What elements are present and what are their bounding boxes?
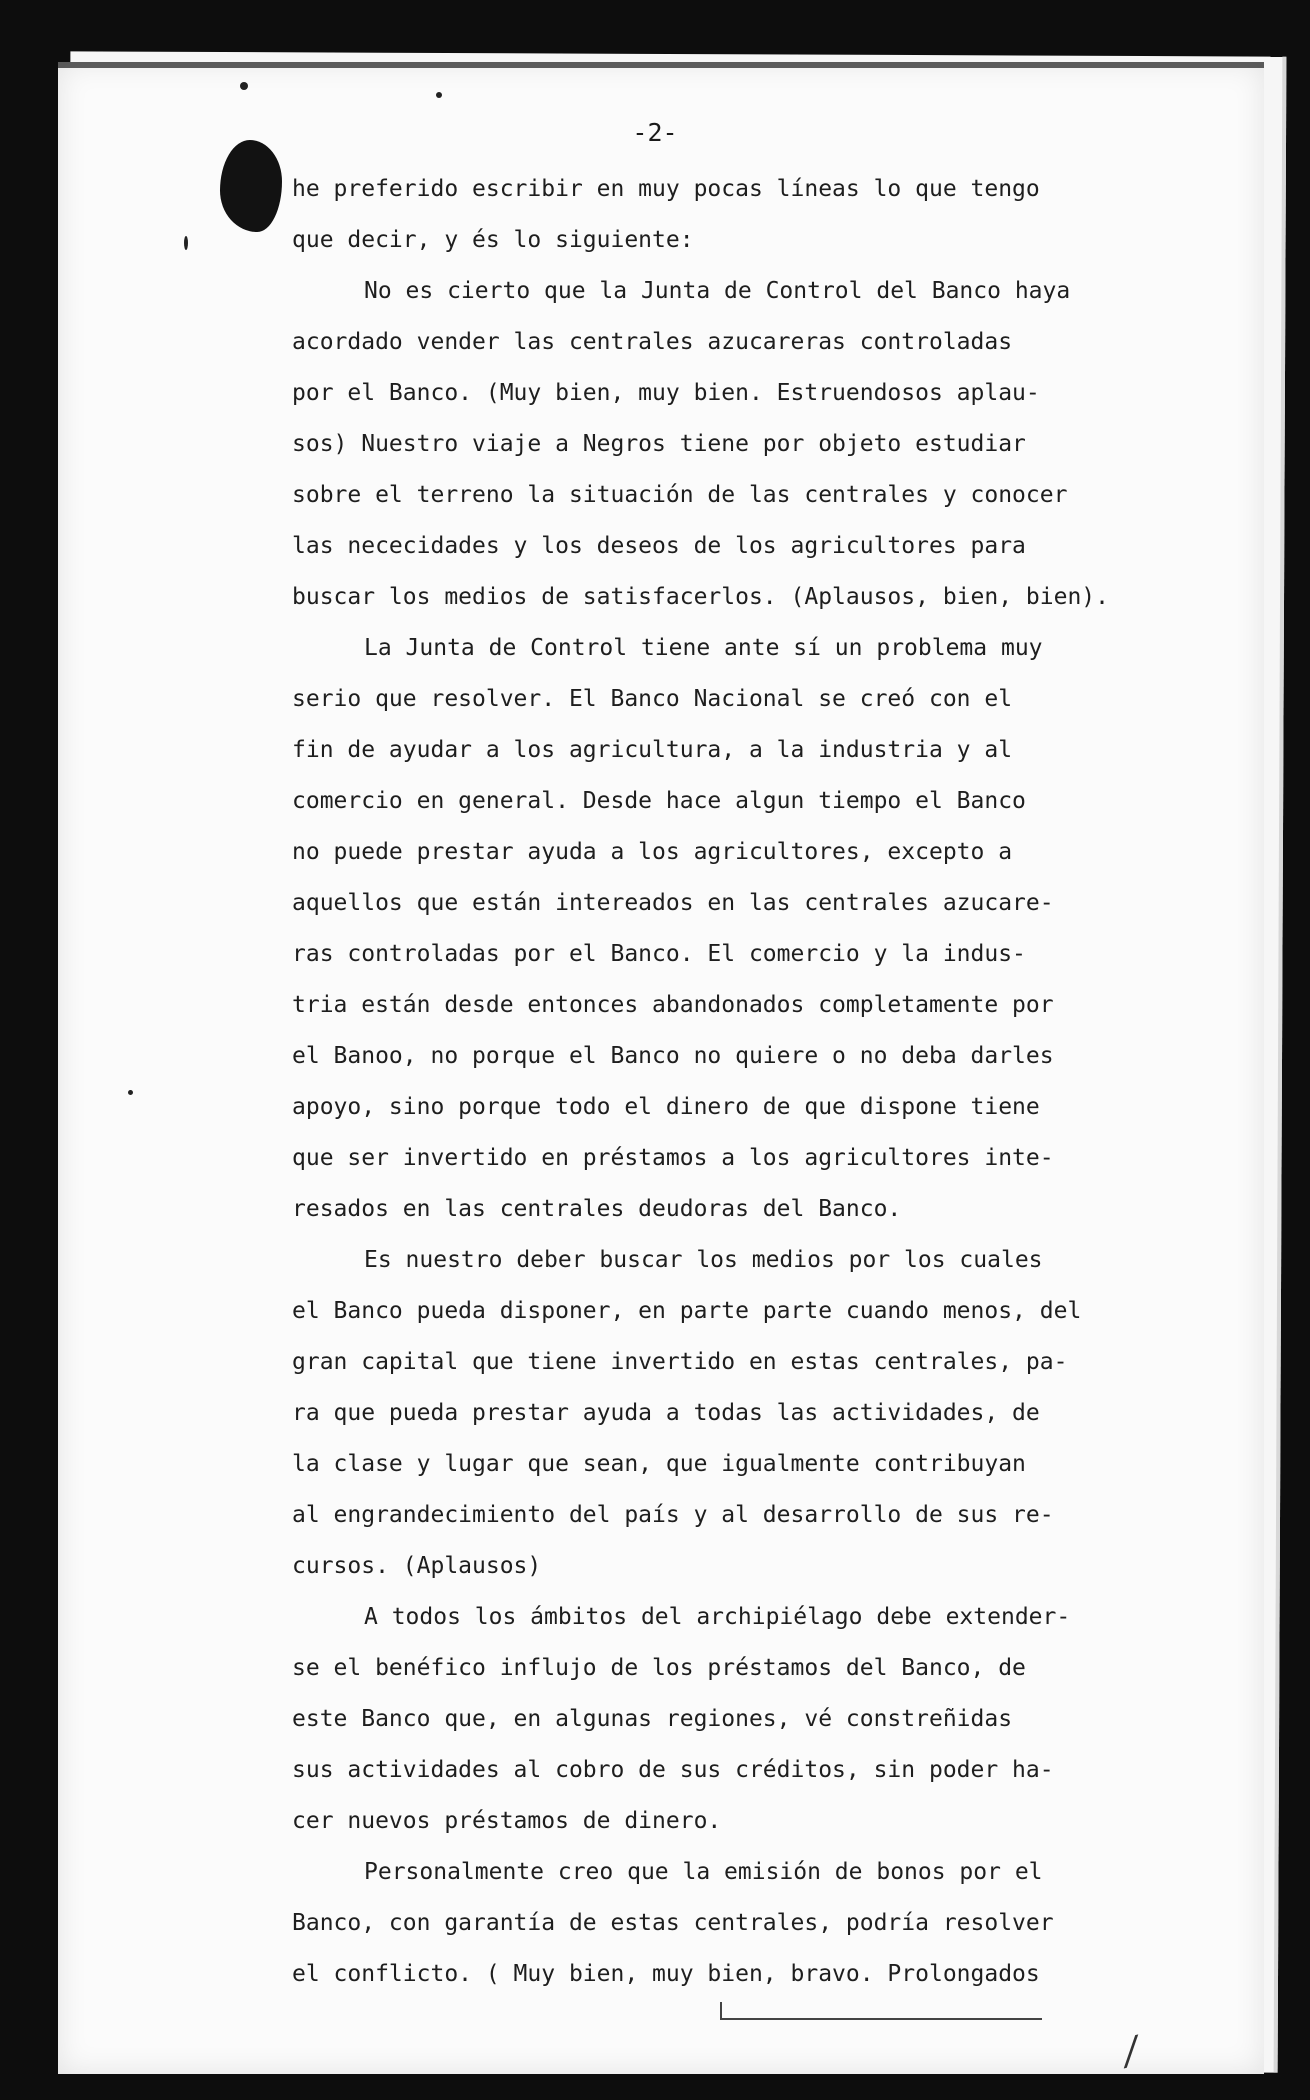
text-line: que decir, y és lo siguiente: (292, 227, 694, 253)
letter-body (292, 164, 1192, 2000)
text-line: este Banco que, en algunas regiones, vé constreñidas (292, 1706, 1013, 1732)
text-line: el conflicto. ( Muy bien, muy bien, bravo. Prolongados (292, 1961, 1040, 1987)
ink-speck (184, 236, 188, 250)
underlying-page-corner-mark (720, 2002, 1042, 2020)
text-line: cer nuevos préstamos de dinero. (292, 1808, 722, 1834)
text-line: por el Banco. (Muy bien, muy bien. Estruendosos aplau- (292, 380, 1040, 406)
text-line: acordado vender las centrales azucareras controladas (292, 329, 1013, 355)
text-line: cursos. (Aplausos) (292, 1553, 542, 1579)
text-line: sus actividades al cobro de sus créditos, sin poder ha- (292, 1757, 1054, 1783)
text-line: las nececidades y los deseos de los agricultores para (292, 533, 1026, 559)
text-line: buscar los medios de satisfacerlos. (Aplausos, bien, bien). (292, 584, 1109, 610)
page-number: -2- (632, 118, 678, 147)
text-line: la clase y lugar que sean, que igualmente contribuyan (292, 1451, 1026, 1477)
text-line: el Banoo, no porque el Banco no quiere o no deba darles (292, 1043, 1054, 1069)
text-line: Es nuestro deber buscar los medios por los cuales (364, 1247, 1043, 1273)
text-line: no puede prestar ayuda a los agricultores, excepto a (292, 839, 1013, 865)
text-line: gran capital que tiene invertido en estas centrales, pa- (292, 1349, 1068, 1375)
text-line: sos) Nuestro viaje a Negros tiene por objeto estudiar (292, 431, 1026, 457)
text-line: comercio en general. Desde hace algun tiempo el Banco (292, 788, 1026, 814)
ink-speck (240, 82, 248, 90)
text-line: que ser invertido en préstamos a los agricultores inte- (292, 1145, 1054, 1171)
ink-blot (220, 140, 282, 232)
text-line: ras controladas por el Banco. El comercio y la indus- (292, 941, 1026, 967)
text-line: al engrandecimiento del país y al desarrollo de sus re- (292, 1502, 1054, 1528)
text-line: serio que resolver. El Banco Nacional se creó con el (292, 686, 1013, 712)
text-line: apoyo, sino porque todo el dinero de que dispone tiene (292, 1094, 1040, 1120)
text-line: sobre el terreno la situación de las centrales y conocer (292, 482, 1068, 508)
text-line: se el benéfico influjo de los préstamos del Banco, de (292, 1655, 1026, 1681)
text-line: resados en las centrales deudoras del Banco. (292, 1196, 902, 1222)
text-line: Personalmente creo que la emisión de bonos por el (364, 1859, 1043, 1885)
corner-scribble: ⁄ (1123, 2029, 1140, 2077)
ink-speck (436, 92, 442, 98)
text-line: La Junta de Control tiene ante sí un problema muy (364, 635, 1043, 661)
text-line: el Banco pueda disponer, en parte parte cuando menos, del (292, 1298, 1082, 1324)
text-line: A todos los ámbitos del archipiélago debe extender- (364, 1604, 1071, 1630)
text-line: No es cierto que la Junta de Control del Banco haya (364, 278, 1071, 304)
ink-speck (128, 1090, 133, 1095)
text-line: aquellos que están intereados en las centrales azucare- (292, 890, 1054, 916)
text-line: Banco, con garantía de estas centrales, podría resolver (292, 1910, 1054, 1936)
text-line: he preferido escribir en muy pocas líneas lo que tengo (292, 176, 1040, 202)
text-line: tria están desde entonces abandonados completamente por (292, 992, 1054, 1018)
text-line: ra que pueda prestar ayuda a todas las actividades, de (292, 1400, 1040, 1426)
text-line: fin de ayudar a los agricultura, a la industria y al (292, 737, 1013, 763)
